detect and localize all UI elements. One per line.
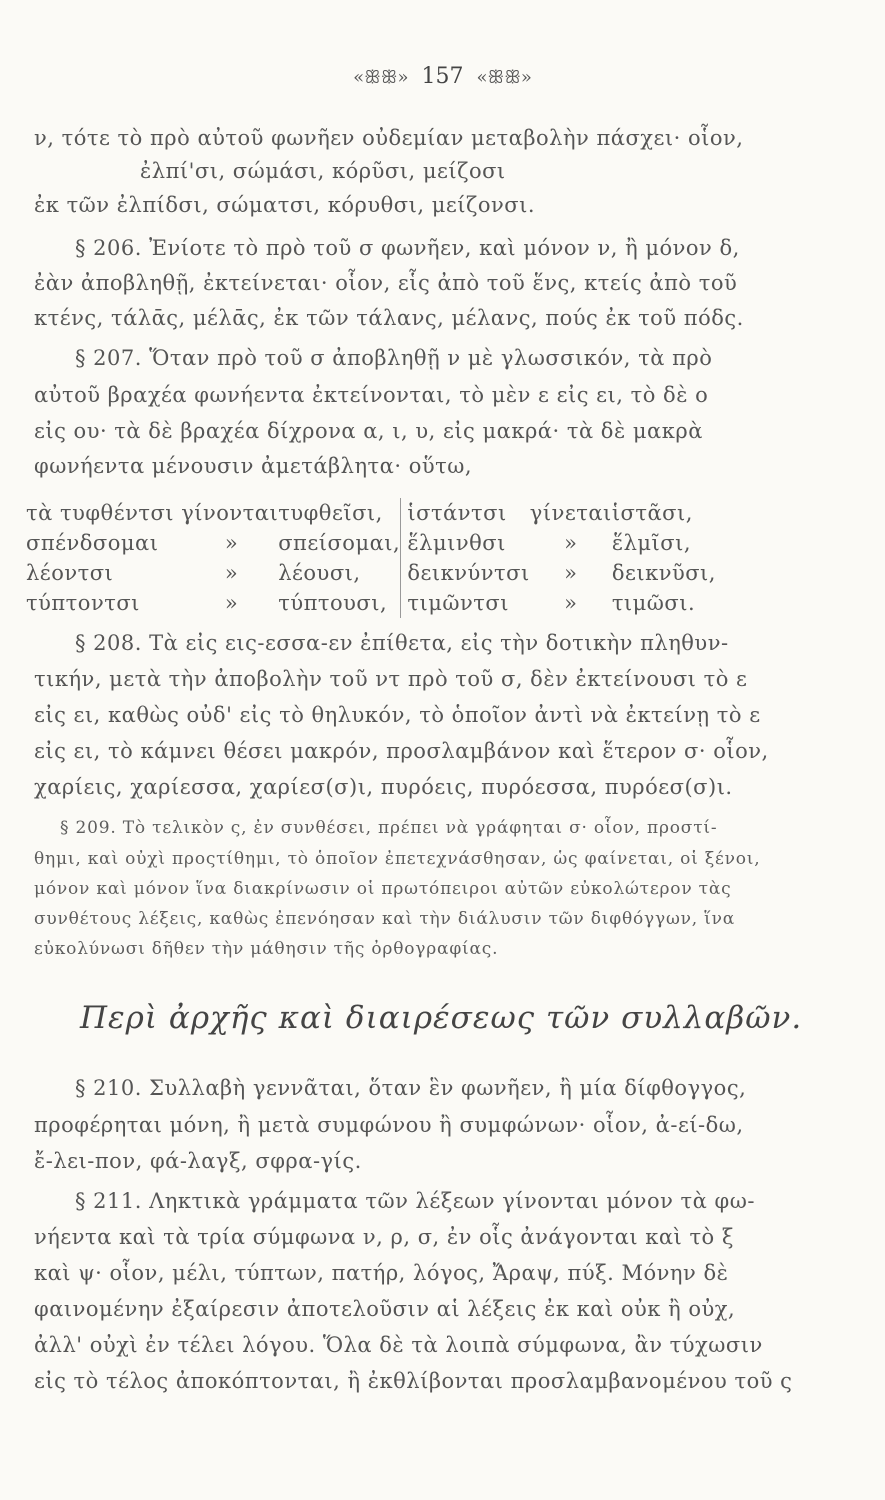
table-cell: » bbox=[224, 531, 239, 555]
table-cell: τιμῶσι. bbox=[611, 591, 696, 615]
table-row bbox=[26, 528, 716, 558]
table-cell: τύπτουσι, bbox=[278, 591, 388, 615]
paragraph-210-line: § 210. Συλλαβὴ γεννᾶται, ὅταν ἓν φωνῆεν, ἢ μία δίφθογγος, bbox=[75, 1076, 747, 1100]
table-cell: τιμῶντσι bbox=[401, 588, 530, 618]
table-cell: δεικνύντσι bbox=[401, 558, 530, 588]
table-cell: » bbox=[224, 591, 239, 615]
paragraph-211-line: § 211. Ληκτικὰ γράμματα τῶν λέξεων γίνονται μόνον τὰ φω- bbox=[75, 1189, 755, 1213]
paragraph-207-line: φωνήεντα μένουσιν ἀμετάβλητα· οὕτω, bbox=[34, 454, 473, 478]
table-cell: δεικνῦσι, bbox=[611, 561, 716, 585]
table-cell: γίνεται bbox=[529, 501, 612, 525]
section-heading: Περὶ ἀρχῆς καὶ διαιρέσεως τῶν συλλαβῶν. bbox=[80, 1000, 803, 1036]
paragraph-209-line: § 209. Τὸ τελικὸν ς, ἐν συνθέσει, πρέπει νὰ γράφηται σ· οἷον, προστί- bbox=[60, 818, 718, 838]
text-line: ἐκ τῶν ἐλπίδσι, σώματσι, κόρυθσι, μείζονσι. bbox=[34, 193, 535, 217]
paragraph-210-line: προφέρηται μόνη, ἢ μετὰ συμφώνου ἢ συμφώνων· οἷον, ἀ-εί-δω, bbox=[34, 1113, 744, 1137]
paragraph-209-line: συνθέτους λέξεις, καθὼς ἐπενόησαν καὶ τὴν διάλυσιν τῶν διφθόγγων, ἵνα bbox=[34, 909, 736, 929]
table-cell: » bbox=[224, 561, 239, 585]
table-cell: τὰ τυφθέντσι γίνονται bbox=[26, 501, 279, 525]
table-cell: » bbox=[564, 561, 578, 585]
paragraph-207-line: εἰς ου· τὰ δὲ βραχέα δίχρονα α, ι, υ, εἰς μακρά· τὰ δὲ μακρὰ bbox=[34, 419, 703, 443]
paragraph-207-line: αὐτοῦ βραχέα φωνήεντα ἐκτείνονται, τὸ μὲν ε εἰς ει, τὸ δὲ ο bbox=[34, 383, 709, 407]
paragraph-206-line: ἐὰν ἀποβληθῇ, ἐκτείνεται· οἷον, εἷς ἀπὸ τοῦ ἕνς, κτείς ἀπὸ τοῦ bbox=[34, 271, 738, 295]
paragraph-211-line: καὶ ψ· οἷον, μέλι, τύπτων, πατήρ, λόγος, Ἄραψ, πύξ. Μόνην δὲ bbox=[34, 1261, 729, 1285]
paragraph-211-line: ἀλλ' οὐχὶ ἐν τέλει λόγου. Ὅλα δὲ τὰ λοιπὰ σύμφωνα, ἂν τύχωσιν bbox=[34, 1333, 763, 1357]
paragraph-207-line: § 207. Ὅταν πρὸ τοῦ σ ἀποβληθῇ ν μὲ γλωσσικόν, τὰ πρὸ bbox=[75, 346, 713, 370]
table-cell: ἱστᾶσι, bbox=[611, 501, 693, 525]
paragraph-209-line: εὐκολύνωσι δῆθεν τὴν μάθησιν τῆς ὀρθογραφίας. bbox=[34, 939, 499, 959]
text-line: ν, τότε τὸ πρὸ αὐτοῦ φωνῆεν οὐδεμίαν μεταβολὴν πάσχει· οἷον, bbox=[34, 126, 744, 150]
table-cell: ἕλμῖσι, bbox=[611, 531, 692, 555]
table-cell: » bbox=[564, 591, 578, 615]
table-cell: λέοντσι bbox=[26, 561, 114, 585]
table-cell: ἱστάντσι bbox=[401, 498, 530, 528]
paragraph-209-line: θημι, καὶ οὐχὶ προςτίθημι, τὸ ὁποῖον ἐπετεχνάσθησαν, ὡς φαίνεται, οἱ ξένοι, bbox=[34, 849, 761, 869]
paragraph-211-line: εἰς τὸ τέλος ἀποκόπτονται, ἢ ἐκθλίβονται προσλαμβανομένου τοῦ ς bbox=[34, 1369, 793, 1393]
table-cell: λέουσι, bbox=[278, 561, 361, 585]
table-row bbox=[26, 558, 716, 588]
table-row bbox=[26, 588, 716, 618]
paragraph-208-line: εἰς ει, τὸ κάμνει θέσει μακρόν, προσλαμβάνον καὶ ἕτερον σ· οἷον, bbox=[34, 739, 769, 763]
paragraph-211-line: φαινομένην ἐξαίρεσιν ἀποτελοῦσιν αἱ λέξεις ἐκ καὶ οὐκ ἢ οὐχ, bbox=[34, 1297, 736, 1321]
declension-table bbox=[26, 498, 716, 618]
paragraph-211-line: νήεντα καὶ τὰ τρία σύμφωνα ν, ρ, σ, ἐν οἷς ἀνάγονται καὶ τὸ ξ bbox=[34, 1225, 734, 1249]
paragraph-208-line: εἰς ει, καθὼς οὐδ' εἰς τὸ θηλυκόν, τὸ ὁποῖον ἀντὶ νὰ ἐκτείνῃ τὸ ε bbox=[34, 703, 761, 727]
ornament-left: «ꕥꕥ» bbox=[353, 67, 409, 88]
paragraph-210-line: ἔ-λει-πον, φά-λαγξ, σφρα-γίς. bbox=[34, 1149, 362, 1173]
page-number: 157 bbox=[421, 64, 464, 89]
table-cell: σπείσομαι, bbox=[278, 531, 401, 555]
paragraph-206-line: κτένς, τάλᾱς, μέλᾱς, ἐκ τῶν τάλανς, μέλανς, πούς ἐκ τοῦ πόδς. bbox=[34, 306, 744, 330]
paragraph-206-line: § 206. Ἐνίοτε τὸ πρὸ τοῦ σ φωνῆεν, καὶ μόνον ν, ἢ μόνον δ, bbox=[75, 236, 740, 260]
table-cell: τυφθεῖσι, bbox=[278, 501, 383, 525]
table-row bbox=[26, 498, 716, 528]
paragraph-209-line: μόνον καὶ μόνον ἵνα διακρίνωσιν οἱ πρωτόπειροι αὐτῶν εὐκολώτερον τὰς bbox=[34, 879, 732, 899]
page-header bbox=[0, 64, 885, 89]
ornament-right: «ꕥꕥ» bbox=[476, 67, 532, 88]
paragraph-208-line: τικήν, μετὰ τὴν ἀποβολὴν τοῦ ντ πρὸ τοῦ σ, δὲν ἐκτείνουσι τὸ ε bbox=[34, 667, 748, 691]
table-cell: ἕλμινθσι bbox=[401, 528, 530, 558]
paragraph-208-line: χαρίεις, χαρίεσσα, χαρίεσ(σ)ι, πυρόεις, πυρόεσσα, πυρόεσ(σ)ι. bbox=[34, 775, 733, 799]
table-cell: τύπτοντσι bbox=[26, 591, 140, 615]
table-cell: » bbox=[564, 531, 578, 555]
table-cell: σπένδσομαι bbox=[26, 531, 159, 555]
text-line: ἐλπί'σι, σώμάσι, κόρῦσι, μείζοσι bbox=[140, 159, 506, 183]
paragraph-208-line: § 208. Τὰ εἰς εις-εσσα-εν ἐπίθετα, εἰς τὴν δοτικὴν πληθυν- bbox=[75, 631, 729, 655]
